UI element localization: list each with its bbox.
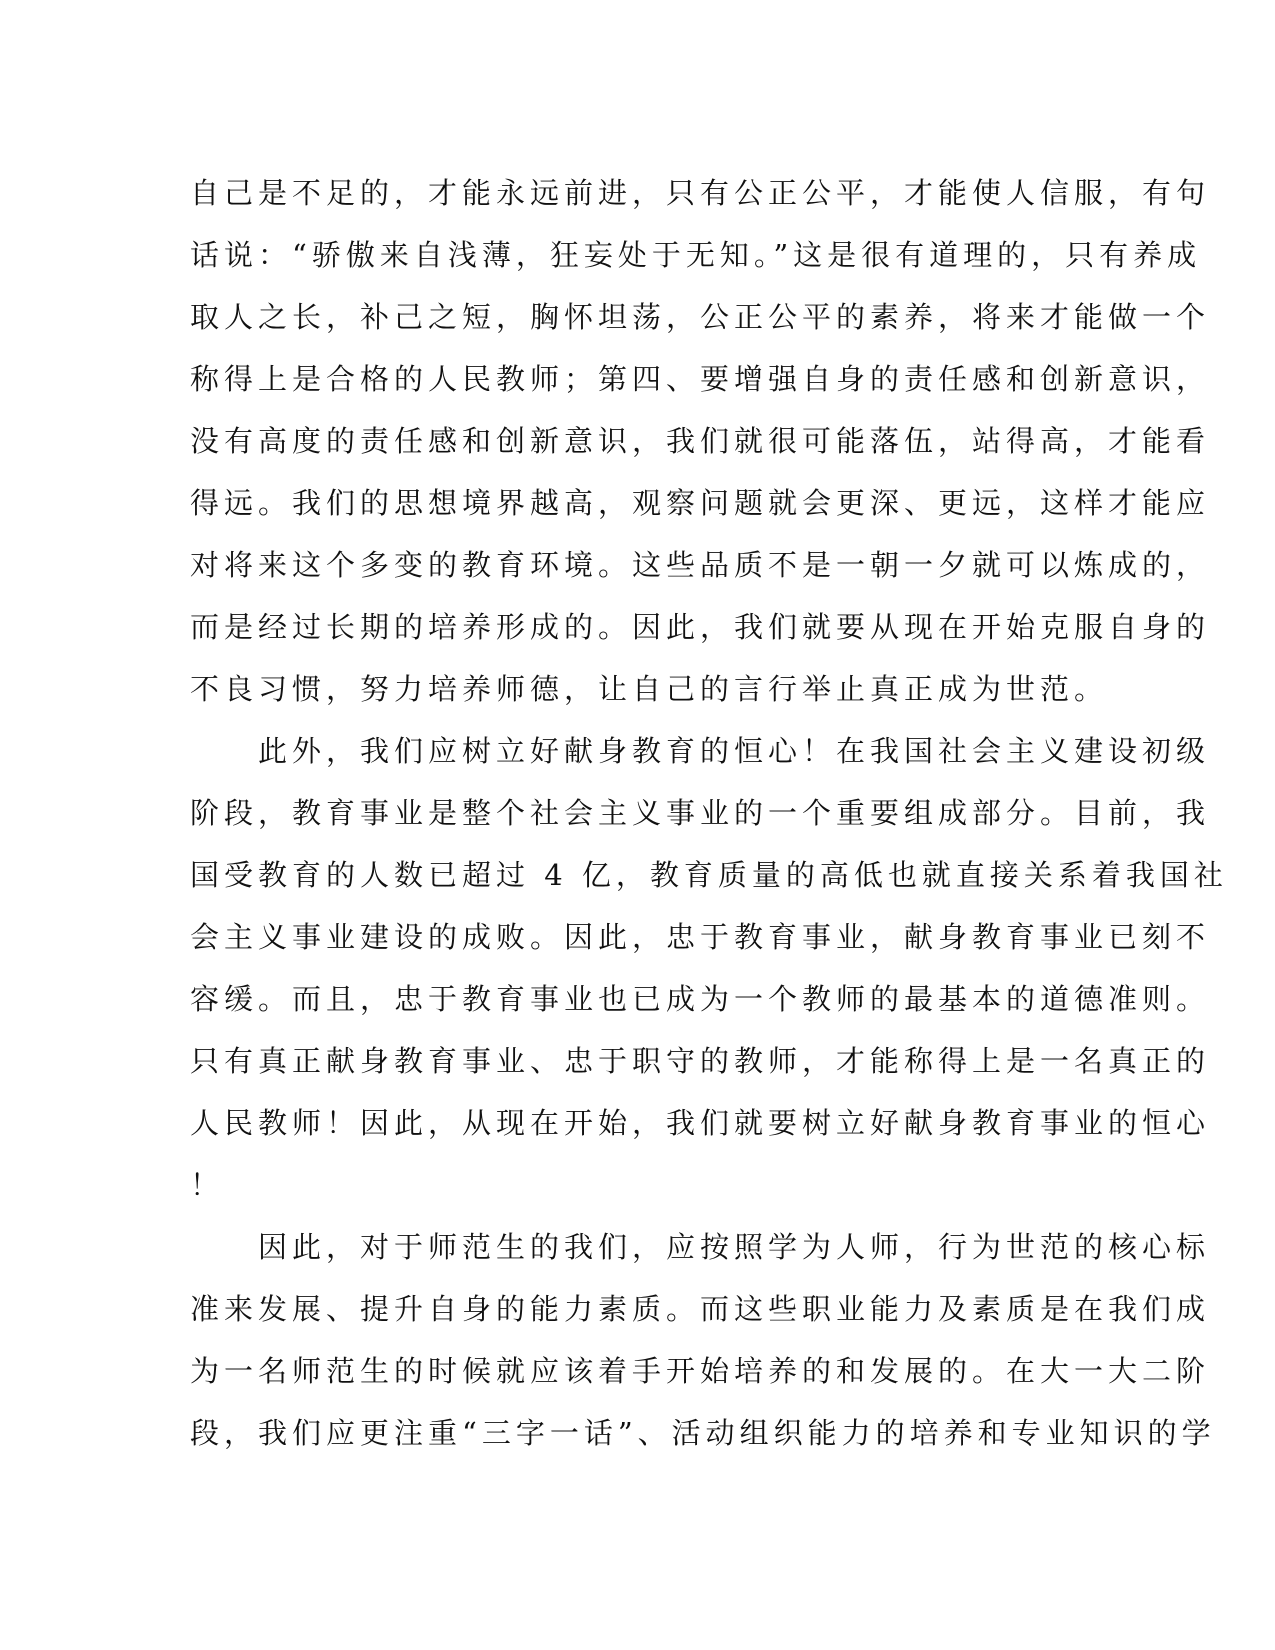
text-line: 得远。我们的思想境界越高，观察问题就会更深、更远，这样才能应	[190, 486, 1211, 520]
text-line: 人民教师！因此，从现在开始，我们就要树立好献身教育事业的恒心	[190, 1106, 1211, 1140]
text-line: 段，我们应更注重“三字一话”、活动组织能力的培养和专业知识的学	[190, 1416, 1216, 1450]
text-line: 容缓。而且，忠于教育事业也已成为一个教师的最基本的道德准则。	[190, 982, 1211, 1016]
text-line: 没有高度的责任感和创新意识，我们就很可能落伍，站得高，才能看	[190, 424, 1211, 458]
text-line: 话说：“骄傲来自浅薄，狂妄处于无知。”这是很有道理的，只有养成	[190, 238, 1202, 272]
text-line: 自己是不足的，才能永远前进，只有公正公平，才能使人信服，有句	[190, 176, 1211, 210]
text-line: 只有真正献身教育事业、忠于职守的教师，才能称得上是一名真正的	[190, 1044, 1211, 1078]
text-line: 会主义事业建设的成败。因此，忠于教育事业，献身教育事业已刻不	[190, 920, 1211, 954]
text-line: 准来发展、提升自身的能力素质。而这些职业能力及素质是在我们成	[190, 1292, 1211, 1326]
body-text	[190, 162, 1228, 1464]
text-line: ！	[190, 1168, 225, 1202]
text-line: 国受教育的人数已超过 4 亿，教育质量的高低也就直接关系着我国社	[190, 858, 1228, 892]
text-line: 取人之长，补己之短，胸怀坦荡，公正公平的素养，将来才能做一个	[190, 300, 1211, 334]
text-line: 为一名师范生的时候就应该着手开始培养的和发展的。在大一大二阶	[190, 1354, 1211, 1388]
text-line: 而是经过长期的培养形成的。因此，我们就要从现在开始克服自身的	[190, 610, 1211, 644]
text-line: 称得上是合格的人民教师；第四、要增强自身的责任感和创新意识，	[190, 362, 1211, 396]
text-line: 此外，我们应树立好献身教育的恒心！在我国社会主义建设初级	[258, 734, 1211, 768]
text-line: 阶段，教育事业是整个社会主义事业的一个重要组成部分。目前，我	[190, 796, 1211, 830]
text-line: 因此，对于师范生的我们，应按照学为人师，行为世范的核心标	[258, 1230, 1211, 1264]
text-line: 对将来这个多变的教育环境。这些品质不是一朝一夕就可以炼成的，	[190, 548, 1211, 582]
text-line: 不良习惯，努力培养师德，让自己的言行举止真正成为世范。	[190, 672, 1109, 706]
